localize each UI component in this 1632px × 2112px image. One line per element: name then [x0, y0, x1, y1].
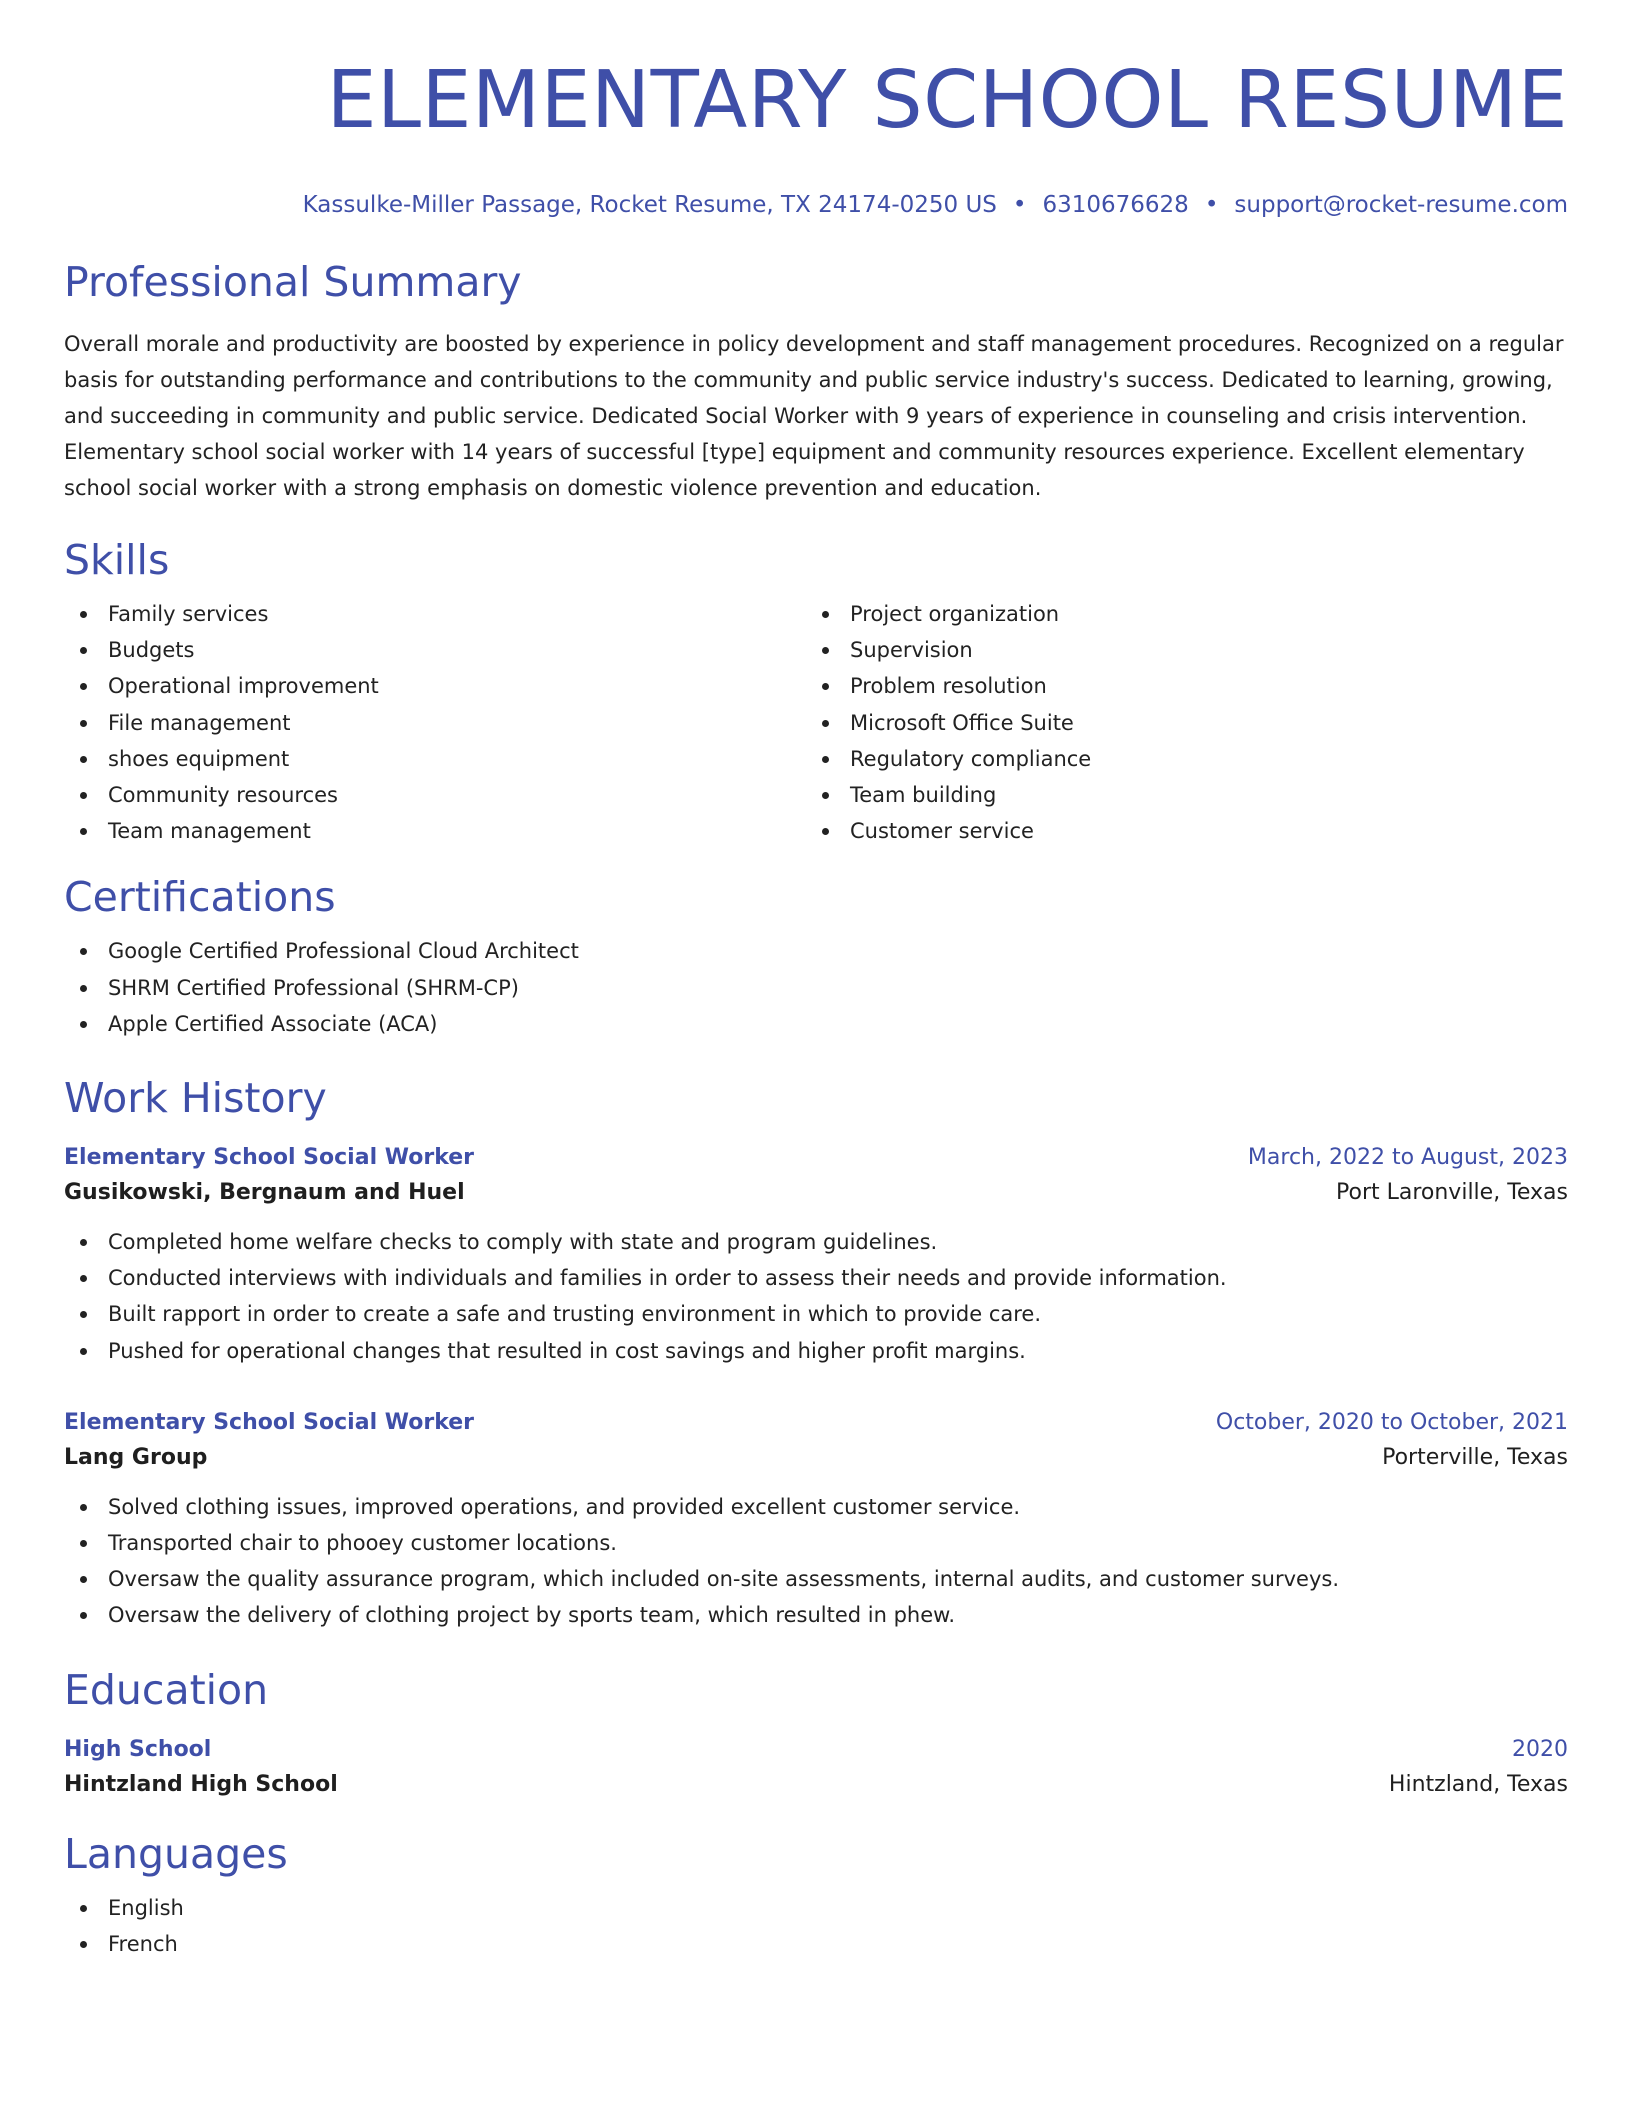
certification-item: Apple Certified Associate (ACA) [64, 1006, 1568, 1042]
skills-grid [64, 596, 1568, 849]
language-item: French [64, 1926, 1568, 1962]
skill-item: Project organization [806, 596, 1548, 632]
job-location: Port Laronville, Texas [1336, 1180, 1568, 1206]
job-bullet: Oversaw the quality assurance program, which included on-site assessments, internal audits, and customer surveys. [64, 1561, 1568, 1597]
contact-line [64, 190, 1568, 220]
job-entry [64, 1407, 1568, 1634]
education-entry [64, 1734, 1568, 1804]
education-school: Hintzland High School [64, 1771, 338, 1797]
language-item: English [64, 1890, 1568, 1926]
job-bullet: Oversaw the delivery of clothing project by sports team, which resulted in phew. [64, 1597, 1568, 1633]
certification-item: SHRM Certified Professional (SHRM-CP) [64, 970, 1568, 1006]
job-title: Elementary School Social Worker [64, 1145, 475, 1171]
summary-heading: Professional Summary [64, 258, 522, 306]
languages-list [64, 1890, 1568, 1962]
job-bullets [64, 1224, 1568, 1369]
job-bullet: Conducted interviews with individuals and families in order to assess their needs and provide information. [64, 1260, 1568, 1296]
job-company: Gusikowski, Bergnaum and Huel [64, 1180, 465, 1206]
job-bullets [64, 1489, 1568, 1634]
skill-item: Family services [64, 596, 806, 632]
job-bullet: Solved clothing issues, improved operations, and provided excellent customer service. [64, 1489, 1568, 1525]
job-title: Elementary School Social Worker [64, 1409, 475, 1435]
skills-column-right [806, 596, 1548, 849]
skill-item: shoes equipment [64, 741, 806, 777]
skill-item: Budgets [64, 632, 806, 668]
contact-separator: • [1012, 192, 1027, 218]
job-dates: March, 2022 to August, 2023 [1247, 1145, 1568, 1171]
certification-item: Google Certified Professional Cloud Architect [64, 933, 1568, 969]
certifications-heading: Certifications [64, 873, 336, 922]
contact-email: support@rocket-resume.com [1234, 192, 1568, 218]
skill-item: Team building [806, 777, 1548, 813]
resume-page [64, 50, 1568, 1962]
skill-item: Customer service [806, 813, 1548, 849]
contact-separator: • [1204, 192, 1219, 218]
job-bullet: Completed home welfare checks to comply with state and program guidelines. [64, 1224, 1568, 1260]
contact-address: Kassulke-Miller Passage, Rocket Resume, TX 24174-0250 US [302, 192, 997, 218]
job-company: Lang Group [64, 1444, 208, 1470]
education-location: Hintzland, Texas [1388, 1771, 1568, 1797]
contact-phone: 6310676628 [1042, 192, 1189, 218]
skill-item: Supervision [806, 632, 1548, 668]
skills-column-left [64, 596, 806, 849]
skill-item: Team management [64, 813, 806, 849]
skill-item: Problem resolution [806, 668, 1548, 704]
skills-heading: Skills [64, 536, 170, 584]
job-bullet: Built rapport in order to create a safe and trusting environment in which to provide care. [64, 1296, 1568, 1332]
resume-name: ELEMENTARY SCHOOL RESUME [326, 54, 1568, 146]
certifications-list [64, 933, 1568, 1042]
skill-item: Operational improvement [64, 668, 806, 704]
skill-item: File management [64, 705, 806, 741]
job-bullet: Pushed for operational changes that resulted in cost savings and higher profit margins. [64, 1333, 1568, 1369]
education-heading: Education [64, 1665, 269, 1714]
skill-item: Regulatory compliance [806, 741, 1548, 777]
job-entry [64, 1142, 1568, 1369]
education-year: 2020 [1512, 1736, 1568, 1762]
job-location: Porterville, Texas [1382, 1444, 1568, 1470]
skill-item: Microsoft Office Suite [806, 705, 1548, 741]
job-bullet: Transported chair to phooey customer locations. [64, 1525, 1568, 1561]
languages-heading: Languages [64, 1829, 288, 1878]
summary-text: Overall morale and productivity are boosted by experience in policy development and staff management procedures. Recognized on a regular basis for outstanding performance and contributions to the community and public service industry's success. Dedicated to learning, growing, and succeeding in community and public service. Dedicated Social Worker with 9 years of experience in counseling and crisis intervention. Elementary school social worker with 14 years of successful [type] equipment and community resources experience. Excellent elementary school social worker with a strong emphasis on domestic violence prevention and education. [64, 332, 1564, 500]
work-history-heading: Work History [64, 1074, 327, 1123]
skill-item: Community resources [64, 777, 806, 813]
education-degree: High School [64, 1736, 212, 1762]
job-dates: October, 2020 to October, 2021 [1215, 1409, 1568, 1435]
